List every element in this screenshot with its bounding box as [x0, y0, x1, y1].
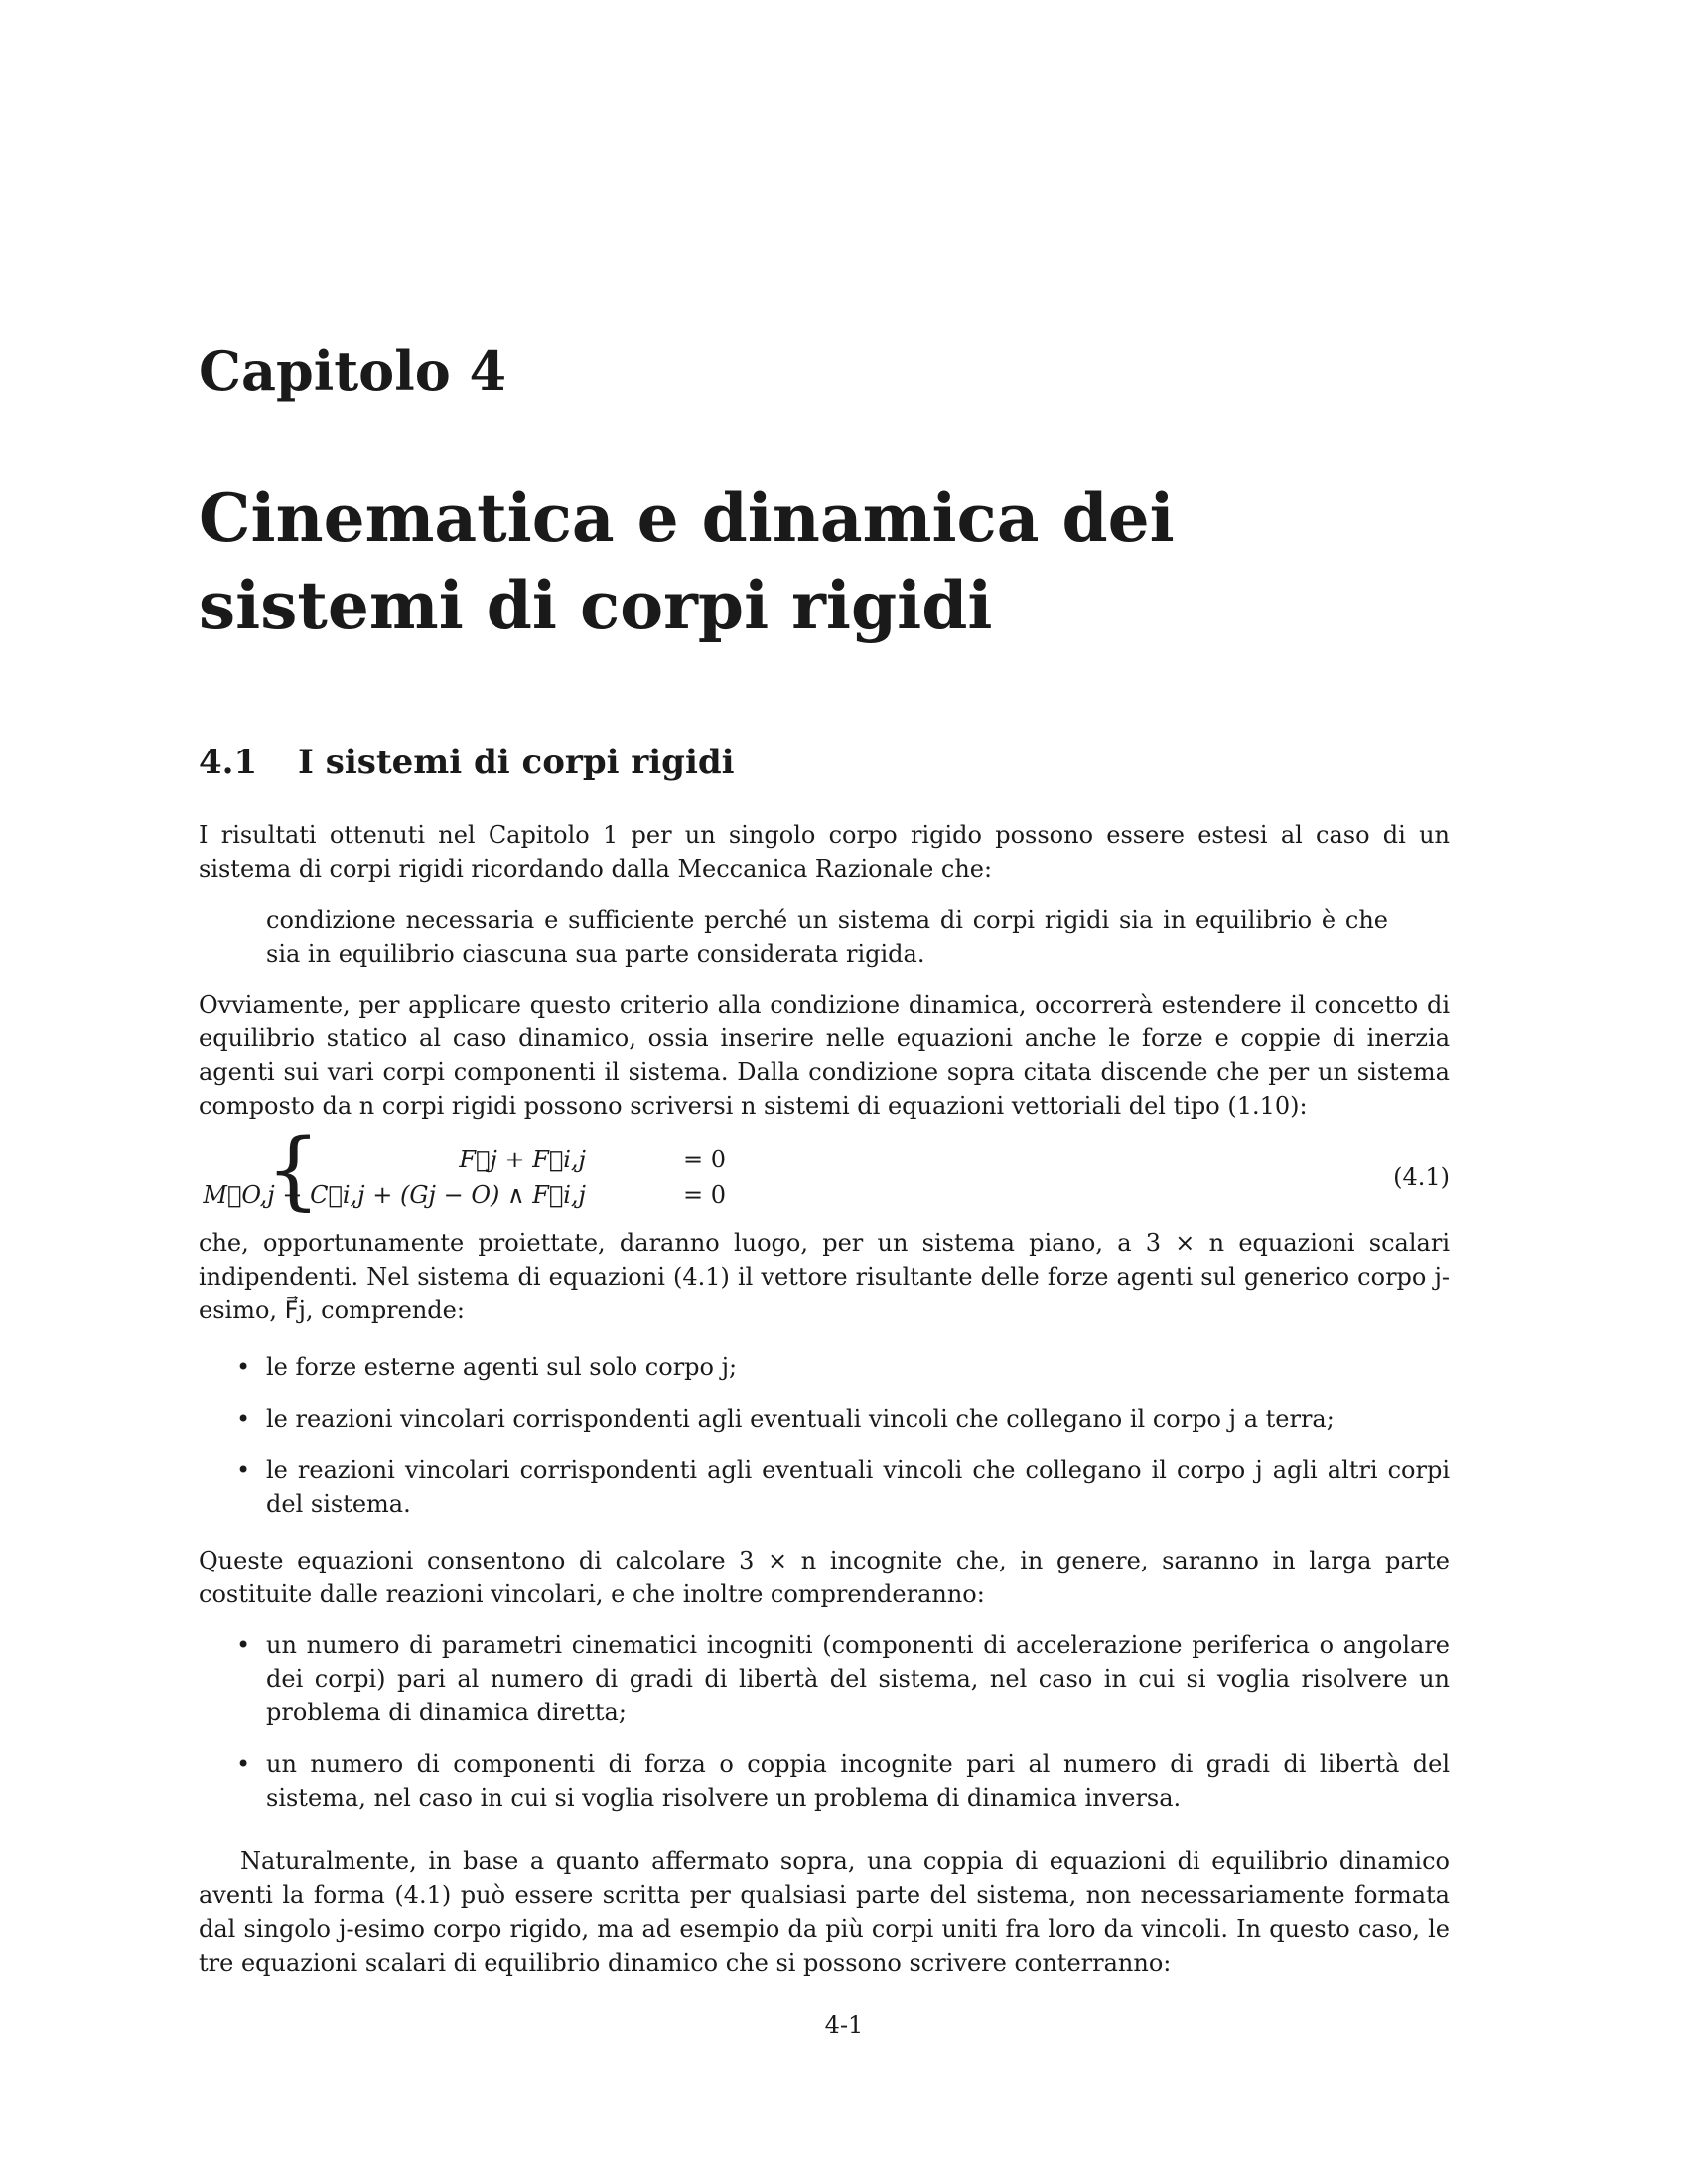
- equation-row2-rhs: = 0: [683, 1181, 727, 1209]
- equation-row2-lhs: M⃗O,j + C⃗i,j + (Gj − O) ∧ F⃗i,j: [203, 1181, 586, 1209]
- equation-row1-lhs: F⃗j + F⃗i,j: [459, 1146, 586, 1173]
- equation-4-1: [203, 1121, 1450, 1220]
- forces-list: [199, 1350, 1450, 1521]
- paragraph-naturally: Naturalmente, in base a quanto affermato sopra, una coppia di equazioni di equilibrio dinamico aventi la forma (4.1) può essere scritta per qualsiasi parte del sistema, non necessariamente formata dal singolo j-esimo corpo rigido, ma ad esempio da più corpi uniti fra loro da vincoli. In questo caso, le tre equazioni scalari di equilibrio dinamico che si possono scrivere conterranno:: [199, 1847, 1450, 1977]
- unknowns-list: [199, 1628, 1450, 1815]
- equation-row1-rhs: = 0: [683, 1146, 727, 1173]
- list-item: • le reazioni vincolari corrispondenti agli eventuali vincoli che collegano il corpo j a terra;: [199, 1402, 1450, 1435]
- left-brace: {: [266, 1121, 321, 1220]
- section-heading: [199, 743, 735, 782]
- chapter-label: Capitolo 4: [199, 340, 507, 403]
- chapter-title: Cinematica e dinamica dei sistemi di corpi rigidi: [199, 479, 1175, 644]
- paragraph-projection: che, opportunamente proiettate, daranno luogo, per un sistema piano, a 3 × n equazioni scalari indipendenti. Nel sistema di equazioni (4.1) il vettore risultante delle forze agenti sul generico corpo j-esimo, F⃗j, comprende:: [199, 1229, 1450, 1324]
- paragraph-dynamic-criterion: Ovviamente, per applicare questo criterio alla condizione dinamica, occorrerà estendere il concetto di equilibrio statico al caso dinamico, ossia inserire nelle equazioni anche le forze e coppie di inerzia agenti sui vari corpi componenti il sistema. Dalla condizione sopra citata discende che per un sistema composto da n corpi rigidi possono scriversi n sistemi di equazioni vettoriali del tipo (1.10):: [199, 991, 1450, 1120]
- section-number: 4.1: [199, 743, 258, 782]
- list-item: • le reazioni vincolari corrispondenti agli eventuali vincoli che collegano il corpo j agli altri corpi del sistema.: [199, 1453, 1450, 1521]
- page-number: 4-1: [824, 2011, 864, 2039]
- paragraph-intro: I risultati ottenuti nel Capitolo 1 per un singolo corpo rigido possono essere estesi al caso di un sistema di corpi rigidi ricordando dalla Meccanica Razionale che:: [199, 821, 1450, 883]
- section-title: I sistemi di corpi rigidi: [298, 743, 735, 782]
- equation-number: (4.1): [1393, 1163, 1450, 1191]
- list-item: • le forze esterne agenti sul solo corpo j;: [199, 1350, 1450, 1384]
- list-item: • un numero di parametri cinematici incogniti (componenti di accelerazione periferica o angolare dei corpi) pari al numero di gradi di libertà del sistema, nel caso in cui si voglia risolvere un problema di dinamica diretta;: [199, 1628, 1450, 1729]
- quote-block: condizione necessaria e sufficiente perché un sistema di corpi rigidi sia in equilibrio è che sia in equilibrio ciascuna sua parte considerata rigida.: [266, 906, 1388, 968]
- paragraph-unknowns: Queste equazioni consentono di calcolare 3 × n incognite che, in genere, saranno in larga parte costituite dalle reazioni vincolari, e che inoltre comprenderanno:: [199, 1547, 1450, 1608]
- list-item: • un numero di componenti di forza o coppia incognite pari al numero di gradi di libertà del sistema, nel caso in cui si voglia risolvere un problema di dinamica inversa.: [199, 1747, 1450, 1815]
